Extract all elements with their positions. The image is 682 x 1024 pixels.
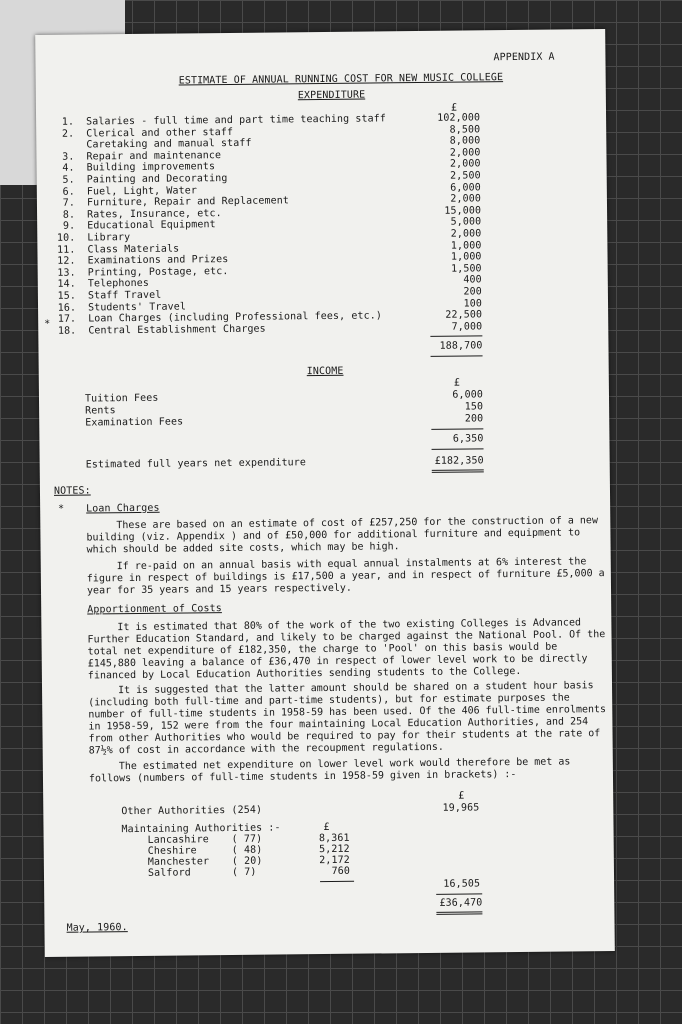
expenditure-item-label: Printing, Postage, etc. xyxy=(87,265,229,279)
expenditure-item-amount: 400 xyxy=(463,274,482,286)
authority-students: ( 7) xyxy=(231,866,257,878)
authority-students: ( 48) xyxy=(231,844,263,856)
maintaining-currency: £ xyxy=(323,821,330,834)
expenditure-item-label: Class Materials xyxy=(87,243,180,256)
appendix-label: APPENDIX A xyxy=(493,51,555,64)
authority-name: Manchester xyxy=(147,856,210,868)
income-total: 6,350 xyxy=(452,433,484,445)
expenditure-item-amount: 5,000 xyxy=(450,216,482,229)
authority-amount: 760 xyxy=(331,865,351,877)
expenditure-item-label: Caretaking and manual staff xyxy=(86,137,252,151)
expenditure-item-label: Clerical and other staff xyxy=(86,126,234,140)
expenditure-item-amount: 1,500 xyxy=(450,263,482,275)
income-item-amount: 6,000 xyxy=(452,389,484,401)
expenditure-item-number: 2. xyxy=(61,128,75,140)
expenditure-item-number: 14. xyxy=(57,278,76,291)
authority-name: Cheshire xyxy=(147,845,197,857)
expenditure-item-amount: 8,500 xyxy=(449,123,481,136)
expenditure-item-number: 4. xyxy=(62,162,75,175)
income-item-label: Examination Fees xyxy=(85,416,184,429)
authority-amount: 5,212 xyxy=(319,843,350,856)
expenditure-item-label: Central Establishment Charges xyxy=(88,323,266,337)
income-item-amount: 150 xyxy=(464,401,484,413)
authority-name: Salford xyxy=(147,867,191,879)
income-total-rule xyxy=(432,448,484,450)
expenditure-item-label: Staff Travel xyxy=(87,289,162,302)
net-expenditure-label: Estimated full years net expenditure xyxy=(85,457,307,471)
apportionment-currency: £ xyxy=(458,790,465,802)
authority-amount: 8,361 xyxy=(318,832,350,845)
expenditure-item-amount: 15,000 xyxy=(444,205,482,217)
notes-heading: NOTES: xyxy=(53,485,91,497)
expenditure-item-label: Fuel, Light, Water xyxy=(86,184,198,198)
apportionment-paragraph-2: It is suggested that the latter amount should be shared on a student hour basis (including both full-time and part-time students), but for estimate purposes the number of full-time students in 1958-59 has been used. Of the 406 full-time enrolments in 1958-59, 152 were from the four maintaining Local Education Authorities, and 254 from other Authorities who would be required to pay for their students at the rate of 87½% of cost in accordance with the recoupment regulations. xyxy=(88,680,607,757)
expenditure-item-number: 6. xyxy=(62,186,75,198)
expenditure-item-label: Students' Travel xyxy=(87,301,187,314)
expenditure-item-number: 3. xyxy=(62,151,75,163)
expenditure-total: 188,700 xyxy=(439,340,483,352)
expenditure-item-number: 5. xyxy=(62,174,75,186)
expenditure-item-amount: 22,500 xyxy=(445,309,483,321)
document-title: ESTIMATE OF ANNUAL RUNNING COST FOR NEW MUSIC COLLEGE xyxy=(178,72,504,87)
expenditure-item-amount: 7,000 xyxy=(451,321,483,333)
expenditure-item-amount: 2,000 xyxy=(450,193,481,205)
expenditure-item-number: 17. xyxy=(57,313,77,325)
expenditure-item-number: 12. xyxy=(57,255,76,267)
apportionment-rule xyxy=(436,893,482,894)
income-item-label: Rents xyxy=(85,405,116,417)
expenditure-item-number: 15. xyxy=(57,290,76,302)
authority-name: Lancashire xyxy=(147,834,209,846)
authority-students: ( 77) xyxy=(231,833,263,845)
apportionment-paragraph-3: The estimated net expenditure on lower level work would therefore be met as follows (numbers of full-time students in 1958-59 given in brackets) :- xyxy=(88,756,571,785)
expenditure-item-number: 10. xyxy=(56,232,76,244)
expenditure-item-label: Educational Equipment xyxy=(87,219,216,232)
expenditure-item-number: 13. xyxy=(57,267,76,279)
expenditure-item-amount: 1,000 xyxy=(450,239,482,252)
income-heading: INCOME xyxy=(306,365,344,378)
apportionment-heading: Apportionment of Costs xyxy=(87,603,222,616)
expenditure-item-label: Repair and maintenance xyxy=(86,149,222,163)
income-currency: £ xyxy=(453,377,461,389)
expenditure-currency: £ xyxy=(450,102,458,114)
other-authorities-label: Other Authorities (254) xyxy=(121,804,263,818)
expenditure-item-label: Examinations and Prizes xyxy=(87,254,229,267)
expenditure-item-amount: 1,000 xyxy=(450,251,482,263)
maintaining-total: 16,505 xyxy=(443,878,481,890)
document-page xyxy=(35,29,615,957)
income-item-label: Tuition Fees xyxy=(84,392,159,405)
net-expenditure-amount: £182,350 xyxy=(434,455,484,467)
income-item-amount: 200 xyxy=(464,413,484,425)
expenditure-item-amount: 6,000 xyxy=(450,181,481,194)
expenditure-item-label: Rates, Insurance, etc. xyxy=(87,207,222,221)
expenditure-item-label: Loan Charges (including Professional fees, etc.) xyxy=(88,310,383,325)
expenditure-item-number: 16. xyxy=(57,302,77,314)
expenditure-item-label: Building improvements xyxy=(86,161,216,174)
income-rule xyxy=(431,428,483,430)
expenditure-item-label: Telephones xyxy=(87,278,150,290)
expenditure-item-label: Salaries - full time and part time teaching staff xyxy=(86,113,387,128)
expenditure-item-amount: 2,000 xyxy=(449,147,481,159)
expenditure-item-number: 7. xyxy=(62,197,76,209)
document-date: May, 1960. xyxy=(66,922,128,934)
expenditure-item-amount: 100 xyxy=(463,297,483,310)
expenditure-item-label: Library xyxy=(87,232,131,244)
apportionment-grand-total: £36,470 xyxy=(439,897,483,909)
loan-charges-heading: Loan Charges xyxy=(86,502,160,515)
expenditure-item-amount: 2,000 xyxy=(449,158,481,171)
expenditure-item-amount: 102,000 xyxy=(437,112,481,124)
expenditure-item-number: 8. xyxy=(62,209,76,221)
expenditure-item-amount: 2,000 xyxy=(450,228,482,240)
authority-students: ( 20) xyxy=(231,855,263,867)
expenditure-item-amount: 200 xyxy=(463,286,482,298)
expenditure-item-number: 18. xyxy=(57,325,77,337)
expenditure-item-label: Furniture, Repair and Replacement xyxy=(86,195,289,209)
maintaining-authorities-label: Maintaining Authorities :- xyxy=(121,822,281,836)
notes-marker: * xyxy=(58,503,65,515)
expenditure-item-number: 9. xyxy=(62,220,76,233)
expenditure-item-amount: 8,000 xyxy=(449,135,481,147)
loan-paragraph-1: These are based on an estimate of cost of £257,250 for the construction of a new building (viz. Appendix ) and of £50,000 for additional furniture and equipment to which should be added site costs, which may be high. xyxy=(86,515,599,556)
apportionment-paragraph-1: It is estimated that 80% of the work of the two existing Colleges is Advanced Further Education Standard, and likely to be charged against the National Pool. Of the total net expenditure of £182,350, the charge to 'Pool' on this basis would be £145,880 leaving a balance of £36,470 in respect of lower level work to be directly financed by Local Education Authorities sending students to the College. xyxy=(87,617,606,682)
authority-amount: 2,172 xyxy=(319,854,350,867)
expenditure-item-label: Painting and Decorating xyxy=(86,173,228,186)
other-authorities-amount: 19,965 xyxy=(442,802,480,814)
loan-paragraph-2: If re-paid on an annual basis with equal annual instalments at 6% interest the figure in respect of buildings is £17,500 a year, and in respect of furniture £5,000 a year for 35 years and 15 years respectively. xyxy=(86,556,605,597)
authorities-rule xyxy=(320,881,354,882)
expenditure-item-amount: 2,500 xyxy=(450,170,481,182)
expenditure-item-number: 11. xyxy=(57,244,76,256)
apportionment-total-rule xyxy=(436,911,482,914)
expenditure-item-number: 1. xyxy=(61,116,75,128)
net-expenditure-rule xyxy=(432,469,484,473)
expenditure-heading: EXPENDITURE xyxy=(297,89,366,102)
loan-marker: * xyxy=(44,318,51,330)
expenditure-rule xyxy=(430,335,482,337)
expenditure-total-rule xyxy=(431,355,483,357)
